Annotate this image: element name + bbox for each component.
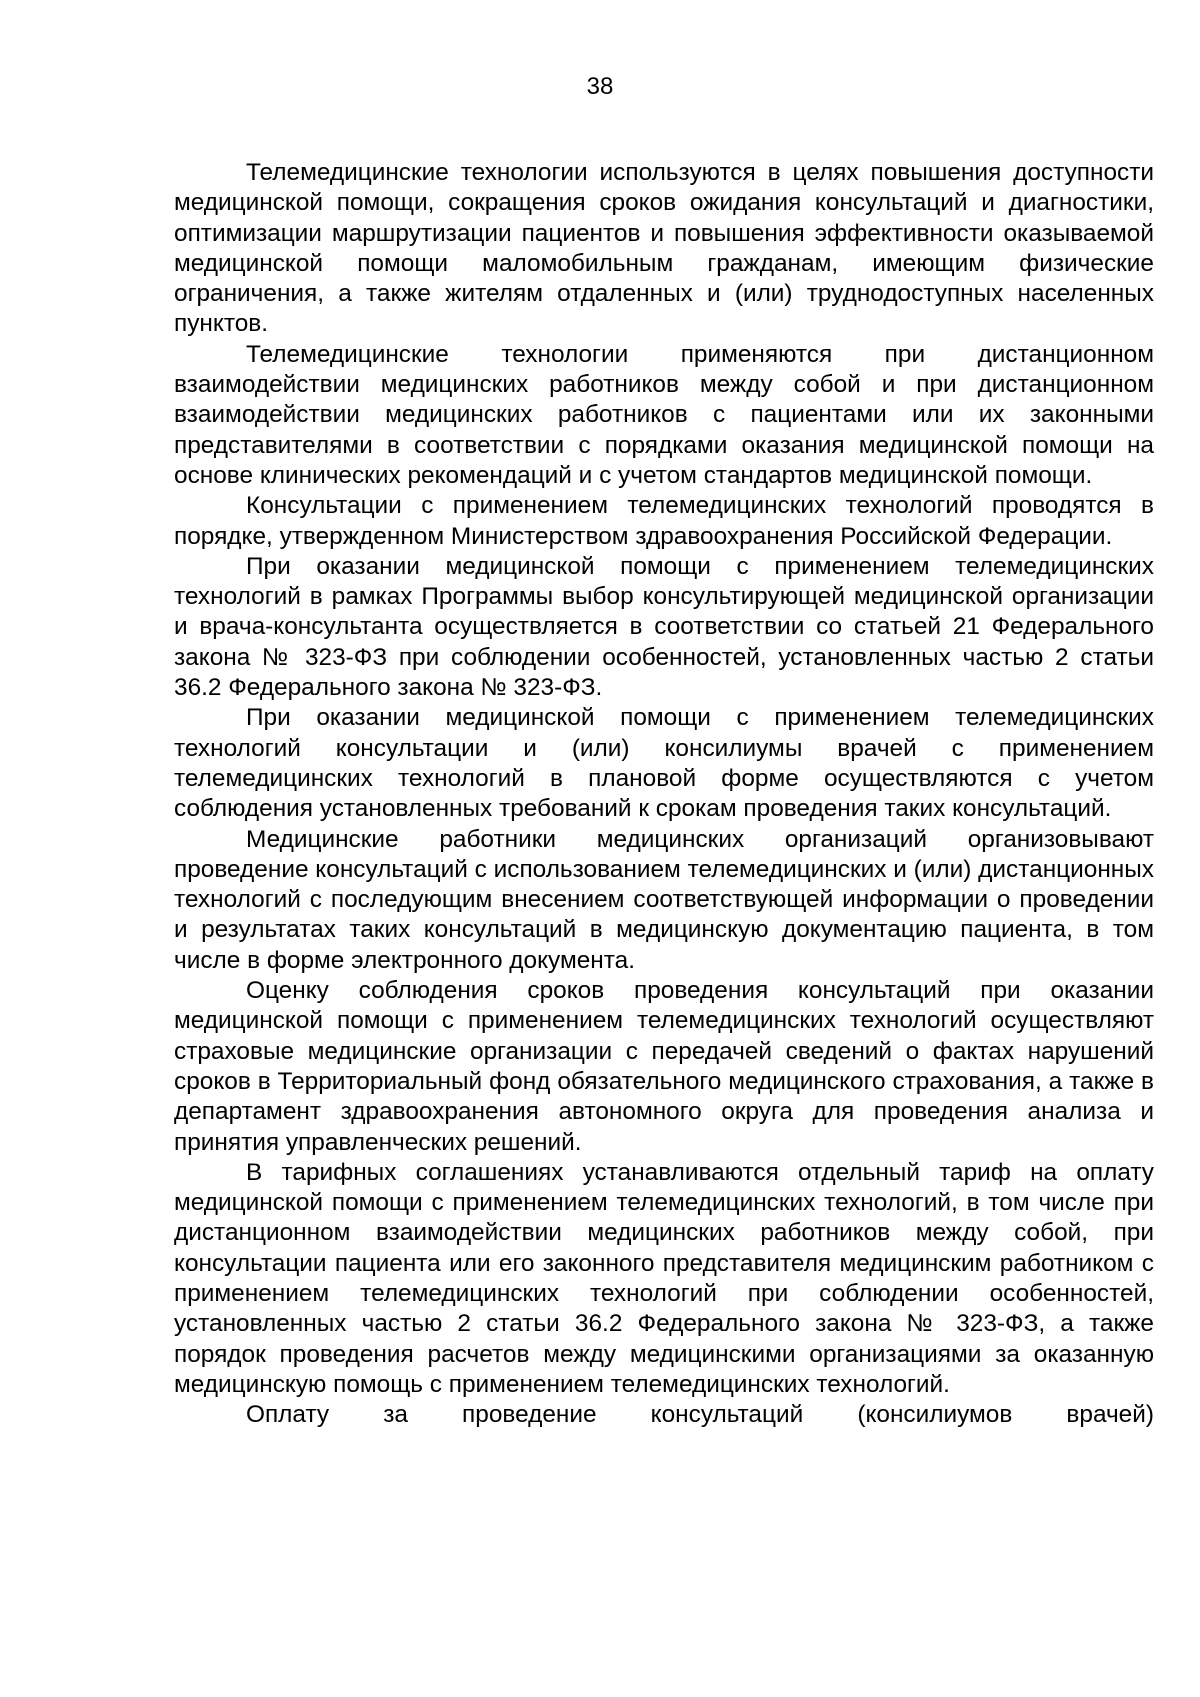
page-number: 38 [586, 73, 614, 100]
paragraph-deadline-assessment: Оценку соблюдения сроков проведения консультаций при оказании медицинской помощи с применением телемедицинских технологий осуществляют страховые медицинские организации с передачей сведений о фактах нарушений сроков в Территориальный фонд обязательного медицинского страхования, а также в департамент здравоохранения автономного округа для проведения анализа и принятия управленческих решений. [174, 977, 1154, 1156]
paragraph-consultant-choice: При оказании медицинской помощи с применением телемедицинских технологий в рамках Программы выбор консультирующей медицинской организации и врача-консультанта осуществляется в соответствии со статьей 21 Федерального закона № 323-ФЗ при соблюдении особенностей, установленных частью 2 статьи 36.2 Федерального закона № 323-ФЗ. [174, 552, 1154, 702]
paragraph-consultation-procedure: Консультации с применением телемедицинских технологий проводятся в порядке, утвержденном Министерством здравоохранения Российской Федерации. [174, 492, 1154, 550]
paragraph-planned-consultations: При оказании медицинской помощи с применением телемедицинских технологий консультации и (или) консилиумы врачей с применением телемедицинских технологий в плановой форме осуществляются с учетом соблюдения установленных требований к срокам проведения таких консультаций. [174, 704, 1154, 823]
paragraph-consultation-records: Медицинские работники медицинских организаций организовывают проведение консультаций с использованием телемедицинских и (или) дистанционных технологий с последующим внесением соответствующей информации о проведении и результатах таких консультаций в медицинскую документацию пациента, в том числе в форме электронного документа. [174, 825, 1154, 974]
paragraph-telemedicine-purpose: Телемедицинские технологии используются в целях повышения доступности медицинской помощи, сокращения сроков ожидания консультаций и диагностики, оптимизации маршрутизации пациентов и повышения эффективности оказываемой медицинской помощи маломобильным гражданам, имеющим физические ограничения, а также жителям отдаленных и (или) труднодоступных населенных пунктов. [174, 159, 1154, 338]
document-body [174, 158, 1154, 1430]
paragraph-telemedicine-application: Телемедицинские технологии применяются при дистанционном взаимодействии медицинских работников между собой и при дистанционном взаимодействии медицинских работников с пациентами или их законными представителями в соответствии с порядками оказания медицинской помощи на основе клинических рекомендаций и с учетом стандартов медицинской помощи. [174, 340, 1154, 489]
paragraph-tariff-agreements: В тарифных соглашениях устанавливаются отдельный тариф на оплату медицинской помощи с применением телемедицинских технологий, в том числе при дистанционном взаимодействии медицинских работников между собой, при консультации пациента или его законного представителя медицинским работником с применением телемедицинских технологий при соблюдении особенностей, установленных частью 2 статьи 36.2 Федерального закона № 323-ФЗ, а также порядок проведения расчетов между медицинскими организациями за оказанную медицинскую помощь с применением телемедицинских технологий. [174, 1158, 1154, 1398]
paragraph-consultation-payment: Оплату за проведение консультаций (консилиумов врачей) [246, 1401, 1154, 1429]
